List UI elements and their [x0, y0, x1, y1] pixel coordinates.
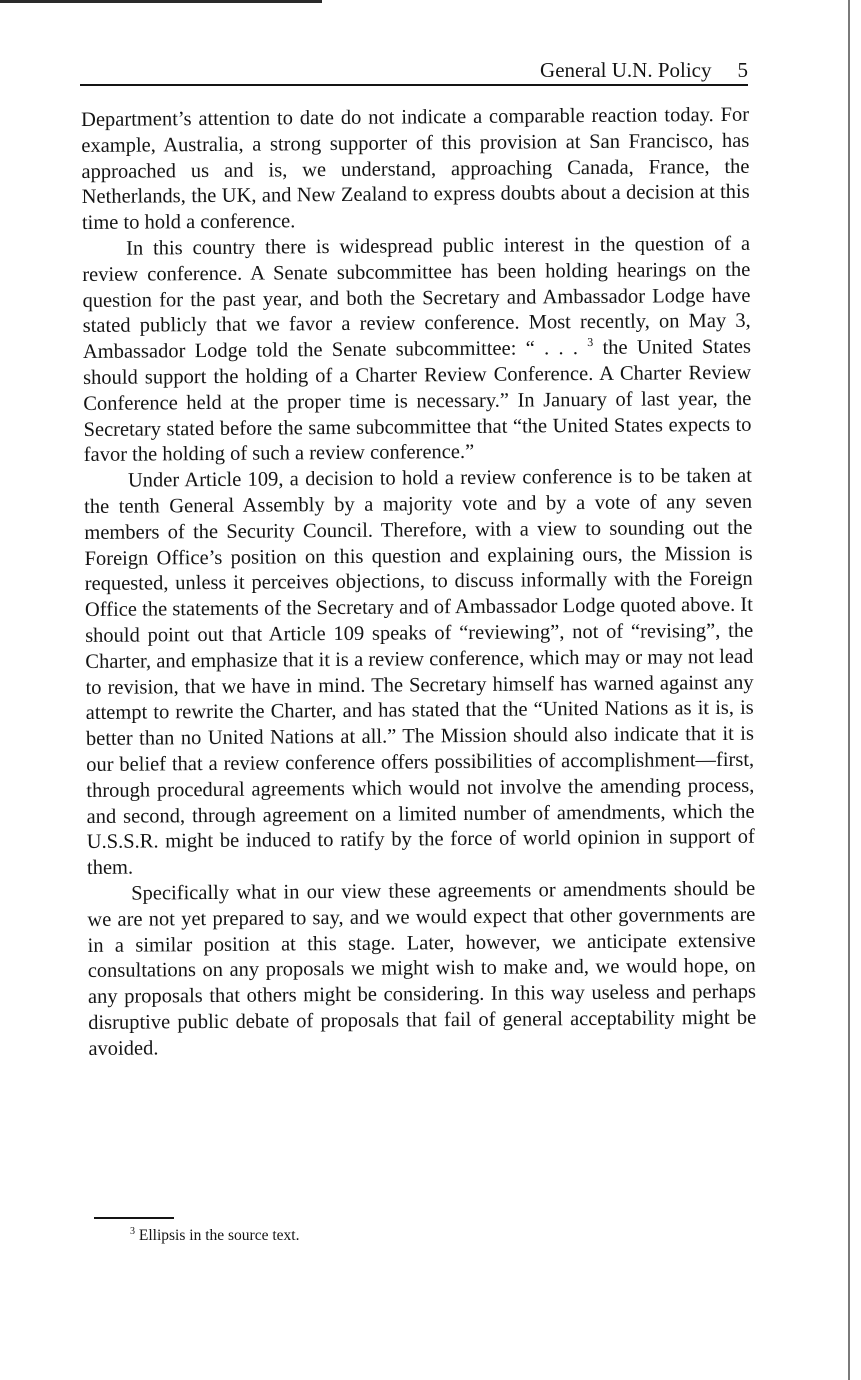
paragraph-2-part-1: In this country there is widespread public interest in the question of a review conference. A Senate subcommittee has been holding hearings on the question for the past year, and both the Secretary and Ambassador Lodge have stated publicly that we favor a review conference. Most recently, on May 3, Ambassador Lodge told the Senate subcommittee: “ . . . — [82, 232, 751, 364]
scan-top-rule — [0, 0, 322, 3]
paragraph-2 — [82, 232, 752, 469]
footnote — [130, 1226, 299, 1246]
page-number: 5 — [737, 58, 748, 82]
footnote-rule — [94, 1217, 174, 1219]
paragraph-1: Department’s attention to date do not indicate a comparable reaction today. For example, Australia, a strong supporter of this provision at San Francisco, has approached us and is, we understand, approaching Canada, France, the Netherlands, the UK, and New Zealand to express doubts about a decision at this time to hold a conference. — [81, 103, 750, 235]
running-title: General U.N. Policy — [540, 58, 712, 82]
footnote-reference: 3 — [587, 335, 594, 350]
scan-edge-rule — [848, 0, 850, 1380]
paragraph-4: Specifically what in our view these agreements or amendments should be we are not yet prepared to say, and we would expect that other governments are in a similar position at this stage. Later, however, we anticipate extensive consultations on any proposals we might wish to make and, we would hope, on any proposals that others might be considering. In this way useless and perhaps disruptive public debate of proposals that fail of general acceptability might be avoided. — [87, 877, 757, 1060]
footnote-marker: 3 — [130, 1226, 135, 1237]
paragraph-2-part-2: the United States should support the holding of a Charter Review Conference. A Charter Review Conference held at the proper time is necessary.” In January of last year, the Secretary stated before the same subcommittee that “the United States expects to favor the holding of such a review conference.” — [83, 335, 752, 467]
main-text — [81, 103, 756, 1063]
paragraph-3: Under Article 109, a decision to hold a review conference is to be taken at the tenth General Assembly by a majority vote and by a vote of any seven members of the Security Council. Therefore, with a view to sounding out the Foreign Office’s position on this question and explaining ours, the Mission is requested, unless it perceives objections, to discuss informally with the Foreign Office the statements of the Secretary and of Ambassador Lodge quoted above. It should point out that Article 109 speaks of “reviewing”, not of “revising”, the Charter, and emphasize that it is a review conference, which may or may not lead to revision, that we have in mind. The Secretary himself has warned against any attempt to rewrite the Charter, and has stated that the “United Nations as it is, is better than no United Nations at all.” The Mission should also indicate that it is our belief that a review conference offers possibilities of accomplishment—first, through procedural agreements which would not involve the amending process, and second, through agreement on a limited number of amendments, which the U.S.S.R. might be induced to ratify by the force of world opinion in support of them. — [84, 464, 755, 880]
running-header — [80, 56, 748, 86]
footnote-text: Ellipsis in the source text. — [138, 1227, 300, 1244]
